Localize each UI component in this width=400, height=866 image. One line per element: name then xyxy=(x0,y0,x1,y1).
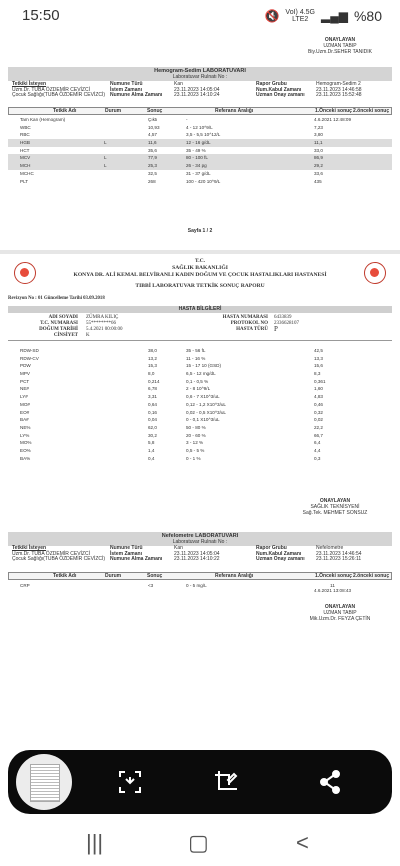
status-time: 15:50 xyxy=(22,7,60,24)
table-row: NE% 62,0 50 - 80 % 22,2 xyxy=(20,424,323,430)
table-row: EO# 0,16 0,02 - 0,5 X10^3/uL 0,32 xyxy=(20,409,323,415)
table-row: PDW 15,3 15 - 17 10 (GSD) 15,6 xyxy=(20,363,323,369)
battery-level: %80 xyxy=(353,8,382,24)
crop-edit-icon[interactable] xyxy=(212,768,240,796)
results-header-nefelometre: Tetkik Adı Durum Sonuç Referans Aralığı 1.Önceki sonuç 2.önceki sonuç xyxy=(8,572,392,580)
patient-info-bar: HASTA BİLGİLERİ xyxy=(8,306,392,313)
table-row: LY% 30,2 20 - 60 % 66,7 xyxy=(20,432,323,438)
table-row: NE# 6,78 2 - 8 10^9/L 1,60 xyxy=(20,386,323,392)
table-row: WBC 10,93 4 - 12 10^9/L 7,23 xyxy=(20,124,323,130)
approver-block-mid: ONAYLAYAN SAĞLIK TEKNİSYENİ Sağ.Tek. MEHMET SONSUZ xyxy=(302,498,368,516)
report-header: T.C. SAĞLIK BAKANLIĞI KONYA DR. ALİ KEMAL BELVİRANLI KADIN DOĞUM VE ÇOCUK HASTALIKLARI HASTANESİ TIBBİ LABORATUVAR TETKİK SONUÇ RAPORU xyxy=(73,258,327,289)
status-bar xyxy=(0,0,400,32)
lab-title-hemogram: Hemogram-Sedim LABORATUVARI Laboratuvar Rulnatı No : xyxy=(8,67,392,81)
table-row: BA# 0,04 0 - 0,1 X10^3/uL 0,02 xyxy=(20,417,323,423)
revision-info: Revizyon No : 01 Güncelleme Tarihi 03.09.2018 xyxy=(8,296,105,301)
table-row: Tam Kan (Hemogram) Çıktı - 4.6.2021 12:48:09 xyxy=(20,117,352,122)
request-meta-nefelometre: Tetkiki İsteyen Uzm.Dr. TUBA ÖZDEMİR CEVİZCİ Çocuk Sağlığı(TUBA ÖZDEMİR CEVİZCİ) Numune Türü İstem Zamanı Numune Alma Zamanı Kan 23.11.2023 14:05:04 23.11.2023 14:10:22 Rapor Grubu Num.Kabul Zamanı Uzman Onay zamanı Nefelometre 23.11.2023 14:46:54 23.11.2023 15:26:11 xyxy=(12,545,362,563)
recent-apps-button[interactable]: ||| xyxy=(86,830,104,855)
results-table-hemogram xyxy=(8,116,392,185)
table-row: MCH L 25,3 26 - 34 pg 29,2 xyxy=(8,162,392,170)
table-row: PCT 0,214 0,1 - 0,5 % 0,361 xyxy=(20,378,326,384)
mute-icon: 🔇 xyxy=(264,9,280,23)
patient-info: ADI SOYADI ZÜMRA KILIÇ T.C. NUMARASI 55********66 DOĞUM TARİHİ 5.4.2021 00:00:00 CİNSİYET K HASTA NUMARASI 6433839 PROTOKOL NO 2336628107 HASTA TÜRÜ P xyxy=(8,315,392,341)
document-viewer[interactable] xyxy=(0,32,400,750)
table-row: CRP <3 0 - 5 mg/L 11 4.6.2021 13:08:43 xyxy=(20,583,352,593)
table-row: BA% 0,4 0 - 1 % 0,3 xyxy=(20,455,321,461)
screenshot-thumbnail[interactable] xyxy=(16,754,72,810)
signal-icon: ▂▄▆ xyxy=(321,9,348,23)
table-row: HGB L 11,6 12 - 16 g/dL 11,1 xyxy=(8,139,392,147)
page-separator xyxy=(0,250,400,254)
table-row: MCV L 77,9 80 - 100 fL 86,9 xyxy=(8,154,392,162)
table-row: EO% 1,4 0,5 - 5 % 4,4 xyxy=(20,447,321,453)
network-indicator: VoI) 4.5G LTE2 xyxy=(285,9,315,23)
table-row: RDW-CV 13,2 11 - 16 % 13,3 xyxy=(20,355,323,361)
table-row: PLT 268 100 - 420 10^9/L 435 xyxy=(20,178,322,184)
table-row: RDW-SD 38,0 35 - 56 fL 42,5 xyxy=(20,348,323,353)
share-icon[interactable] xyxy=(316,768,344,796)
back-button[interactable]: < xyxy=(296,830,309,855)
approver-block-bottom: ONAYLAYAN UZMAN TABIP Mik.Uzm.Dr. FEYZA ÇETİN xyxy=(309,604,371,622)
table-row: RBC 4,57 3,5 - 5,5 10^12/L 3,80 xyxy=(20,132,323,138)
request-meta-hemogram: Tetkiki İsteyen Uzm.Dr. TUBA ÖZDEMİR CEVİZCİ Çocuk Sağlığı(TUBA ÖZDEMİR CEVİZCİ) Numune Türü İstem Zamanı Numune Alma Zamanı Kan 23.11.2023 14:05:04 23.11.2023 14:10:24 Rapor Grubu Num.Kabul Zamanı Uzman Onay zamanı Hemogram-Sedim 2 23.11.2023 14:46:58 23.11.2023 15:52:48 xyxy=(12,81,362,99)
table-row: MPV 8,0 6,5 - 12 mg/dL 8,3 xyxy=(20,371,321,377)
table-row: LY# 3,31 0,6 - 7 X10^3/uL 4,83 xyxy=(20,394,323,400)
approver-block-top: ONAYLAYAN UZMAN TABIP Biy.Uzm.Dr.SEHER TANIDIK xyxy=(308,37,372,55)
results-table-hemogram-cont xyxy=(8,347,392,462)
table-row: HCT 35,6 35 - 49 % 33,0 xyxy=(20,147,323,153)
table-row: MCHC 32,5 31 - 37 g/dL 33,6 xyxy=(20,170,323,176)
table-row: MO# 0,64 0,12 - 1,2 X10^3/uL 0,46 xyxy=(20,401,323,407)
capture-toolbar xyxy=(8,750,392,814)
table-row: MO% 5,8 3 - 12 % 6,4 xyxy=(20,440,321,446)
results-header-hemogram: Tetkik Adı Durum Sonuç Referans Aralığı 1.Önceki sonuç 2.önceki sonuç xyxy=(8,107,392,115)
system-nav-bar xyxy=(0,822,400,866)
lab-title-nefelometre: Nefelometre LABORATUVARI Laboratuvar Rulnatı No : xyxy=(8,532,392,546)
scan-text-icon[interactable] xyxy=(116,768,144,796)
home-button[interactable]: ▢ xyxy=(188,830,209,855)
results-table-nefelometre xyxy=(8,582,392,594)
page-number: Sayfa 1 / 2 xyxy=(187,228,213,234)
